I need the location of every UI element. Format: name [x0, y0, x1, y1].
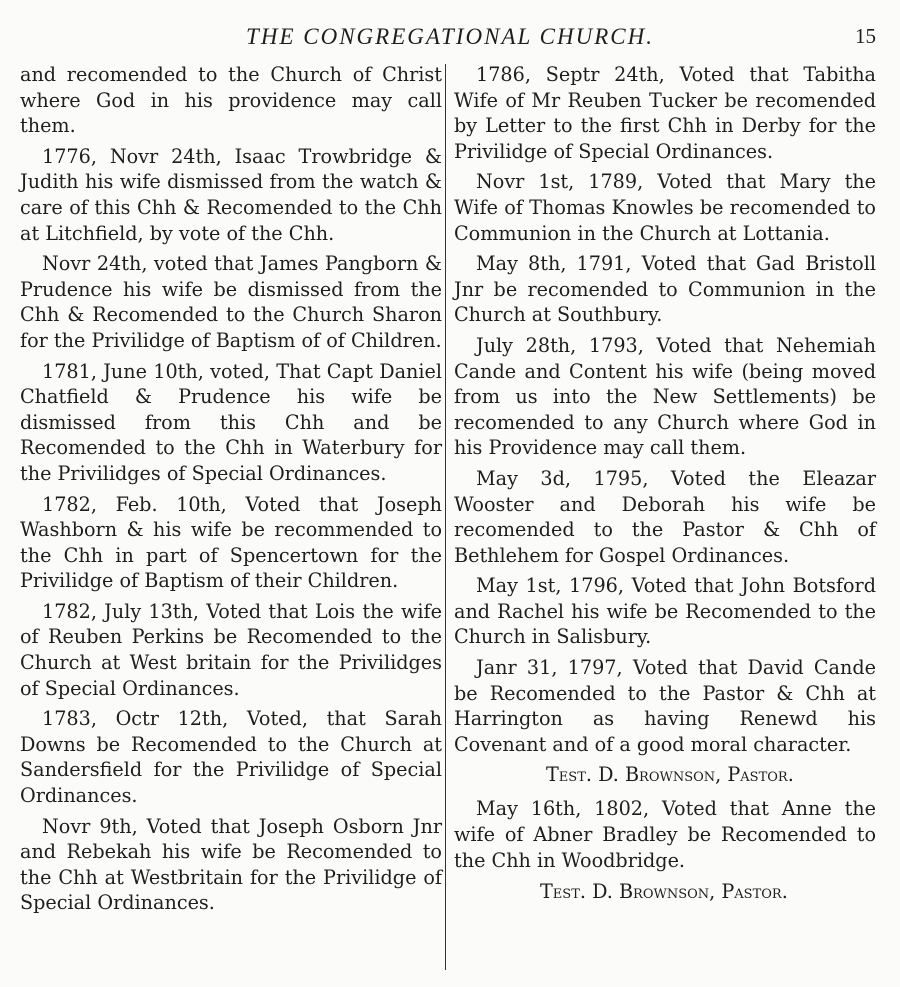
entry-tucker: 1786, Septr 24th, Voted that Tabitha Wife of Mr Reuben Tucker be recomended by Letter to the first Chh in Derby for the Privilidge of Special Ordinances.: [454, 63, 876, 163]
entry-knowles: Novr 1st, 1789, Voted that Mary the Wife of Thomas Knowles be recomended to Communion in the Church at Lottania.: [454, 170, 876, 245]
entry-bristoll: May 8th, 1791, Voted that Gad Bristoll Jnr be recomended to Communion in the Church at Southbury.: [454, 252, 876, 327]
entry-continuation: and recomended to the Church of Christ where God in his providence may call them.: [20, 63, 442, 138]
entry-cande-david: Janr 31, 1797, Voted that David Cande be Recomended to the Pastor & Chh at Harrington as having Renewd his Covenant and of a good moral character.: [454, 656, 876, 756]
entry-botsford: May 1st, 1796, Voted that John Botsford and Rachel his wife be Recomended to the Church in Salisbury.: [454, 574, 876, 649]
entry-pangborn: Novr 24th, voted that James Pangborn & Prudence his wife be dismissed from the Chh & Recomended to the Church Sharon for the Privilidge of Baptism of of Children.: [20, 252, 442, 352]
entry-osborn: Novr 9th, Voted that Joseph Osborn Jnr and Rebekah his wife be Recomended to the Chh at Westbritain for the Privilidge of Special Ordinances.: [20, 814, 442, 915]
signature-first: Test. D. Brownson, Pastor.: [546, 763, 794, 787]
page-header: [0, 24, 900, 58]
entry-wooster: May 3d, 1795, Voted the Eleazar Wooster and Deborah his wife be recomended to the Pastor & Chh of Bethlehem for Gospel Ordinances.: [454, 466, 876, 567]
column-divider: [445, 64, 446, 970]
entry-washborn: 1782, Feb. 10th, Voted that Joseph Washborn & his wife be recommended to the Chh in part of Spencertown for the Privilidge of Baptism of their Children.: [20, 492, 442, 593]
entry-chatfield: 1781, June 10th, voted, That Capt Daniel Chatfield & Prudence his wife be dismissed from this Chh and be Recomended to the Chh in Waterbury for the Privilidges of Special Ordinances.: [20, 359, 442, 485]
entry-trowbridge: 1776, Novr 24th, Isaac Trowbridge & Judith his wife dismissed from the watch & care of this Chh & Recomended to the Chh at Litchfield, by vote of the Chh.: [20, 144, 442, 245]
entry-downs: 1783, Octr 12th, Voted, that Sarah Downs be Recomended to the Church at Sandersfield for the Privilidge of Special Ordinances.: [20, 707, 442, 808]
entry-cande-nehemiah: July 28th, 1793, Voted that Nehemiah Cande and Content his wife (being moved from us into the New Settlements) be recomended to any Church where God in his Providence may call them.: [454, 333, 876, 460]
entry-bradley: May 16th, 1802, Voted that Anne the wife of Abner Bradley be Recomended to the Chh in Woodbridge.: [454, 797, 876, 872]
page-number: 15: [855, 24, 876, 48]
running-title: THE CONGREGATIONAL CHURCH.: [246, 24, 654, 49]
left-column: [20, 62, 442, 921]
entry-perkins: 1782, July 13th, Voted that Lois the wife of Reuben Perkins be Recomended to the Church at West britain for the Privilidges of Special Ordinances.: [20, 599, 442, 700]
signature-second: Test. D. Brownson, Pastor.: [540, 880, 788, 904]
right-column: [454, 62, 876, 913]
